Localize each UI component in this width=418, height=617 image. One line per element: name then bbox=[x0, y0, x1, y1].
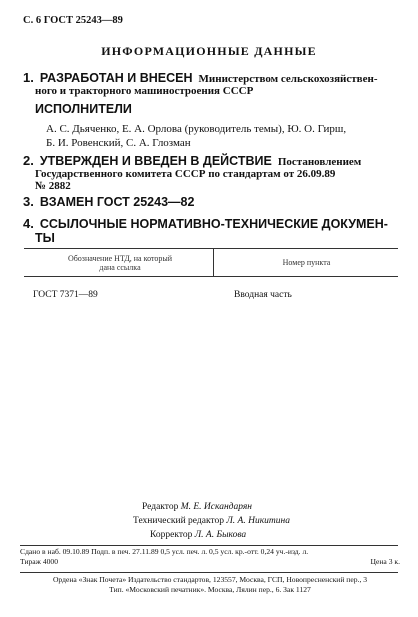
tech-editor-label: Технический редактор bbox=[133, 516, 224, 526]
table-cell-item: Вводная часть bbox=[234, 290, 292, 300]
tech-editor-line bbox=[133, 514, 418, 528]
table-header-document-line1: Обозначение НТД, на который bbox=[67, 254, 173, 263]
corrector-name: Л. А. Быкова bbox=[194, 530, 247, 540]
imprint-bottom-rule bbox=[20, 572, 398, 573]
imprint-block bbox=[20, 547, 400, 567]
corrector-line bbox=[150, 528, 418, 542]
table-header-rule bbox=[24, 276, 398, 277]
editor-label: Редактор bbox=[142, 502, 179, 512]
section-3-number: 3. bbox=[23, 194, 34, 209]
section-4-number: 4. bbox=[23, 216, 34, 231]
section-4 bbox=[23, 216, 403, 245]
section-2-text-line2: Государственного комитета СССР по стандартам от 26.09.89 bbox=[35, 168, 336, 180]
publisher-line: Ордена «Знак Почета» Издательство стандартов, 123557, Москва, ГСП, Новопресненский пер., 3 bbox=[52, 575, 368, 584]
section-2-number: 2. bbox=[23, 153, 34, 168]
section-1-number: 1. bbox=[23, 70, 34, 85]
editors-block bbox=[0, 500, 418, 542]
section-1 bbox=[23, 70, 403, 97]
table-header-document bbox=[30, 254, 210, 272]
section-4-heading-line2: ТЫ bbox=[35, 231, 55, 245]
editor-line bbox=[142, 500, 418, 514]
document-title: ИНФОРМАЦИОННЫЕ ДАННЫЕ bbox=[101, 44, 317, 58]
section-2-text: Постановлением bbox=[277, 156, 362, 168]
price: Цена 3 к. bbox=[370, 557, 400, 566]
printer-line: Тип. «Московский печатник». Москва, Лялин пер., 6. Зак 1127 bbox=[109, 585, 311, 594]
performers-line-1: А. С. Дьяченко, Е. А. Орлова (руководитель темы), Ю. О. Гирш, bbox=[46, 123, 347, 135]
imprint-top-rule bbox=[20, 545, 398, 546]
section-2-text-line3: № 2882 bbox=[35, 180, 71, 192]
section-4-heading: ССЫЛОЧНЫЕ НОРМАТИВНО-ТЕХНИЧЕСКИЕ ДОКУМЕН- bbox=[39, 217, 388, 231]
section-3-heading: ВЗАМЕН ГОСТ 25243—82 bbox=[39, 195, 195, 209]
table-cell-document: ГОСТ 7371—89 bbox=[33, 290, 98, 300]
printer-block bbox=[20, 575, 400, 595]
table-column-separator bbox=[213, 248, 214, 276]
table-top-rule bbox=[24, 248, 398, 249]
performers-line-2: Б. И. Ровенский, С. А. Глозман bbox=[46, 137, 191, 149]
section-2 bbox=[23, 153, 403, 192]
table-header-document-line2: дана ссылка bbox=[99, 263, 141, 272]
imprint-line-1: Сдано в наб. 09.10.89 Подп. в печ. 27.11.89 0,5 усл. печ. л. 0,5 усл. кр.-отт. 0,24 уч.-изд. л. bbox=[20, 547, 309, 556]
performers-heading: ИСПОЛНИТЕЛИ bbox=[35, 102, 132, 116]
print-run: Тираж 4000 bbox=[20, 557, 59, 566]
performers-list bbox=[46, 122, 401, 150]
page-header: С. 6 ГОСТ 25243—89 bbox=[23, 15, 123, 26]
corrector-label: Корректор bbox=[150, 530, 193, 540]
table-header-item: Номер пункта bbox=[282, 258, 331, 267]
section-1-text-line2: ного и тракторного машиностроения СССР bbox=[35, 85, 254, 97]
imprint-line-2 bbox=[20, 557, 400, 567]
editor-name: М. Е. Искандарян bbox=[180, 502, 252, 512]
section-1-text: Министерством сельскохозяйствен- bbox=[198, 73, 378, 85]
section-1-heading: РАЗРАБОТАН И ВНЕСЕН bbox=[39, 71, 193, 85]
section-2-heading: УТВЕРЖДЕН И ВВЕДЕН В ДЕЙСТВИЕ bbox=[39, 154, 272, 168]
section-3 bbox=[23, 194, 194, 209]
tech-editor-name: Л. А. Никитина bbox=[226, 516, 290, 526]
